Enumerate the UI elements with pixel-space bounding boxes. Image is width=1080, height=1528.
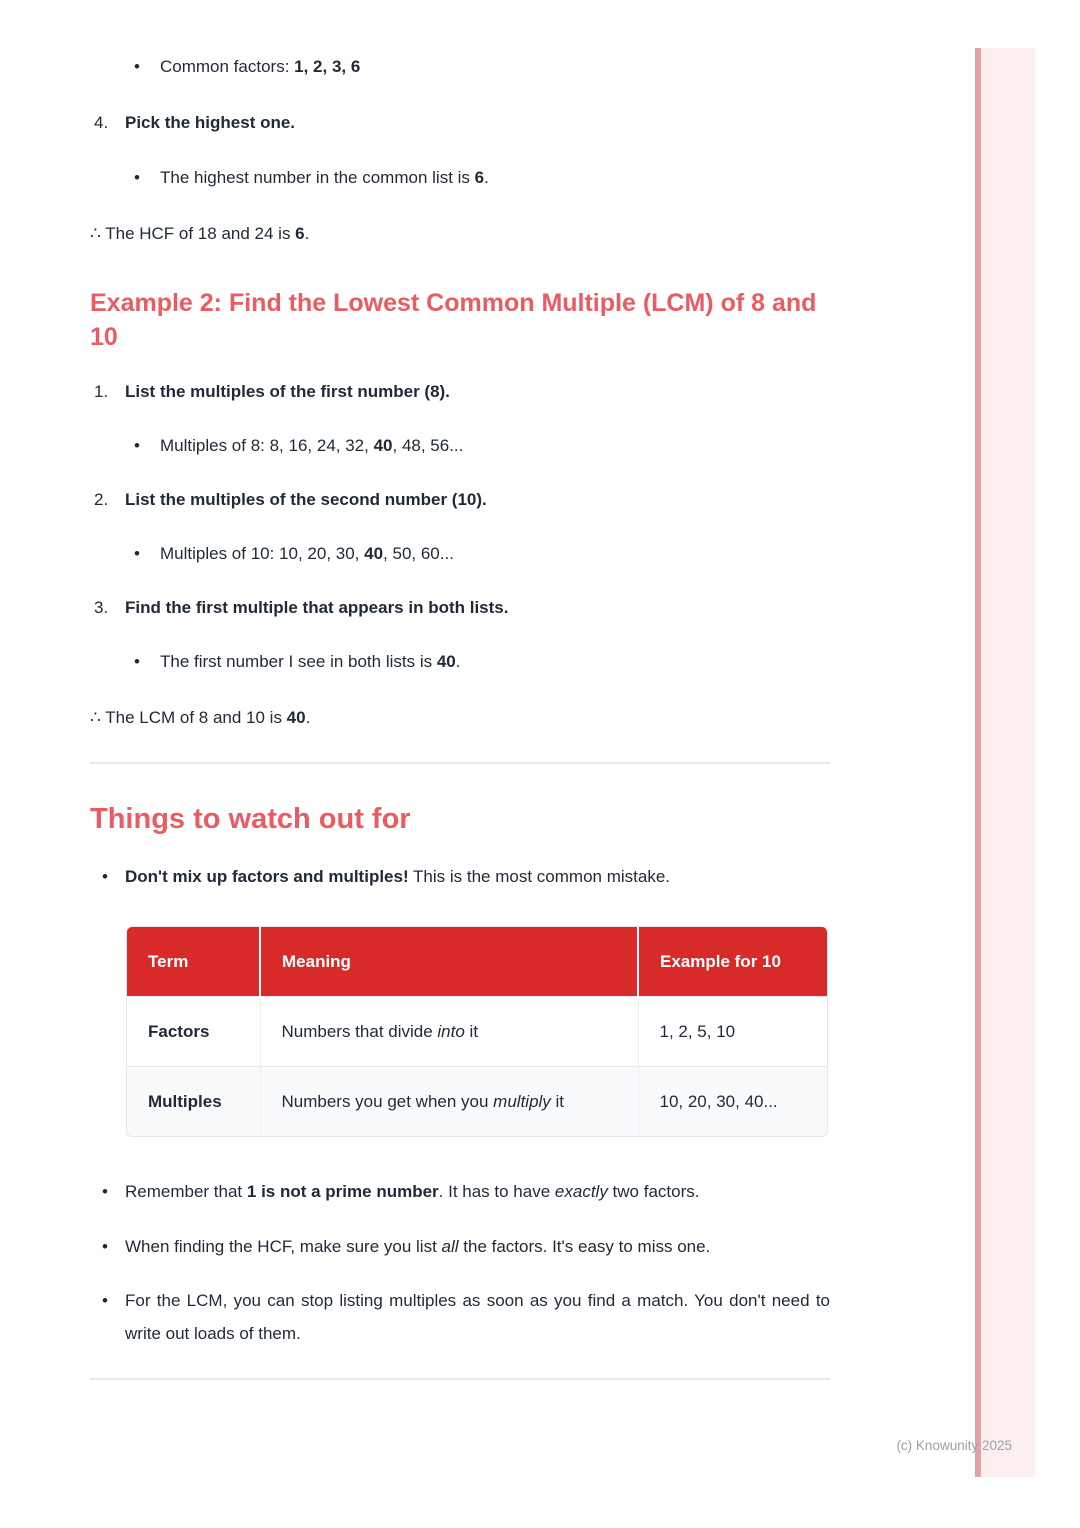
list-item-text: Don't mix up factors and multiples! This is the most common mistake. (125, 867, 670, 886)
bullet-marker: • (134, 544, 140, 563)
table-header-row (127, 927, 827, 997)
list-item-text: The first number I see in both lists is 40. (160, 652, 461, 671)
bullet-marker: • (102, 1237, 108, 1256)
list-item-text: The highest number in the common list is 6. (160, 168, 489, 187)
list-item-highest (90, 161, 830, 194)
numbered-item-text: List the multiples of the second number (10). (125, 490, 487, 509)
table-header-meaning: Meaning (260, 927, 638, 997)
list-item-text: Common factors: 1, 2, 3, 6 (160, 57, 361, 76)
list-item-text: Multiples of 8: 8, 16, 24, 32, 40, 48, 56... (160, 436, 464, 455)
hcf-conclusion-text: ∴ The HCF of 18 and 24 is 6. (90, 224, 310, 243)
numbered-item-text: Find the first multiple that appears in both lists. (125, 598, 509, 617)
bullet-marker: • (134, 436, 140, 455)
tip-item-prime (90, 1175, 830, 1208)
list-item-dont-mix (90, 860, 830, 893)
list-item-multiples-10 (90, 537, 830, 570)
cell-meaning: Numbers you get when you multiply it (260, 1067, 638, 1137)
bullet-marker: • (102, 1182, 108, 1201)
numbered-item-step1 (90, 375, 830, 408)
copyright-text: (c) Knowunity 2025 (896, 1438, 1012, 1453)
cell-example: 1, 2, 5, 10 (638, 997, 827, 1067)
factors-multiples-table (126, 926, 828, 1137)
list-item-text: Multiples of 10: 10, 20, 30, 40, 50, 60... (160, 544, 454, 563)
numbered-item-step2 (90, 483, 830, 516)
example2-heading: Example 2: Find the Lowest Common Multiple (LCM) of 8 and 10 (90, 289, 817, 351)
tip-item-lcm (90, 1284, 830, 1350)
table-row-factors (127, 997, 827, 1067)
cell-example: 10, 20, 30, 40... (638, 1067, 827, 1137)
footer-divider (90, 1378, 830, 1380)
table-row-multiples (127, 1067, 827, 1137)
numbered-item-text: List the multiples of the first number (8). (125, 382, 450, 401)
list-item-first-match (90, 645, 830, 678)
page-edge-accent-band (981, 48, 1035, 1477)
bullet-marker: • (102, 1291, 108, 1310)
numbered-item-text: Pick the highest one. (125, 113, 296, 132)
cell-term: Factors (127, 997, 260, 1067)
number-marker: 1. (94, 382, 109, 401)
number-marker: 2. (94, 490, 109, 509)
bullet-marker: • (134, 652, 140, 671)
tip-text: Remember that 1 is not a prime number. It has to have exactly two factors. (125, 1182, 700, 1201)
tip-item-hcf (90, 1230, 830, 1263)
list-item-common-factors (90, 50, 830, 83)
watch-out-heading: Things to watch out for (90, 803, 411, 835)
tip-text: When finding the HCF, make sure you list all the factors. It's easy to miss one. (125, 1237, 711, 1256)
numbered-item-step3 (90, 591, 830, 624)
bullet-marker: • (134, 168, 140, 187)
number-marker: 4. (94, 113, 109, 132)
cell-term: Multiples (127, 1067, 260, 1137)
tip-text: For the LCM, you can stop listing multiples as soon as you find a match. You don't need to write out loads of them. (125, 1291, 830, 1343)
bullet-marker: • (134, 57, 140, 76)
table-header-example: Example for 10 (638, 927, 827, 997)
numbered-item-step4 (90, 106, 830, 139)
section-divider (90, 762, 830, 764)
number-marker: 3. (94, 598, 109, 617)
list-item-multiples-8 (90, 429, 830, 462)
bullet-marker: • (102, 867, 108, 886)
document-content (90, 0, 830, 1380)
lcm-conclusion-text: ∴ The LCM of 8 and 10 is 40. (90, 708, 311, 727)
cell-meaning: Numbers that divide into it (260, 997, 638, 1067)
table-header-term: Term (127, 927, 260, 997)
